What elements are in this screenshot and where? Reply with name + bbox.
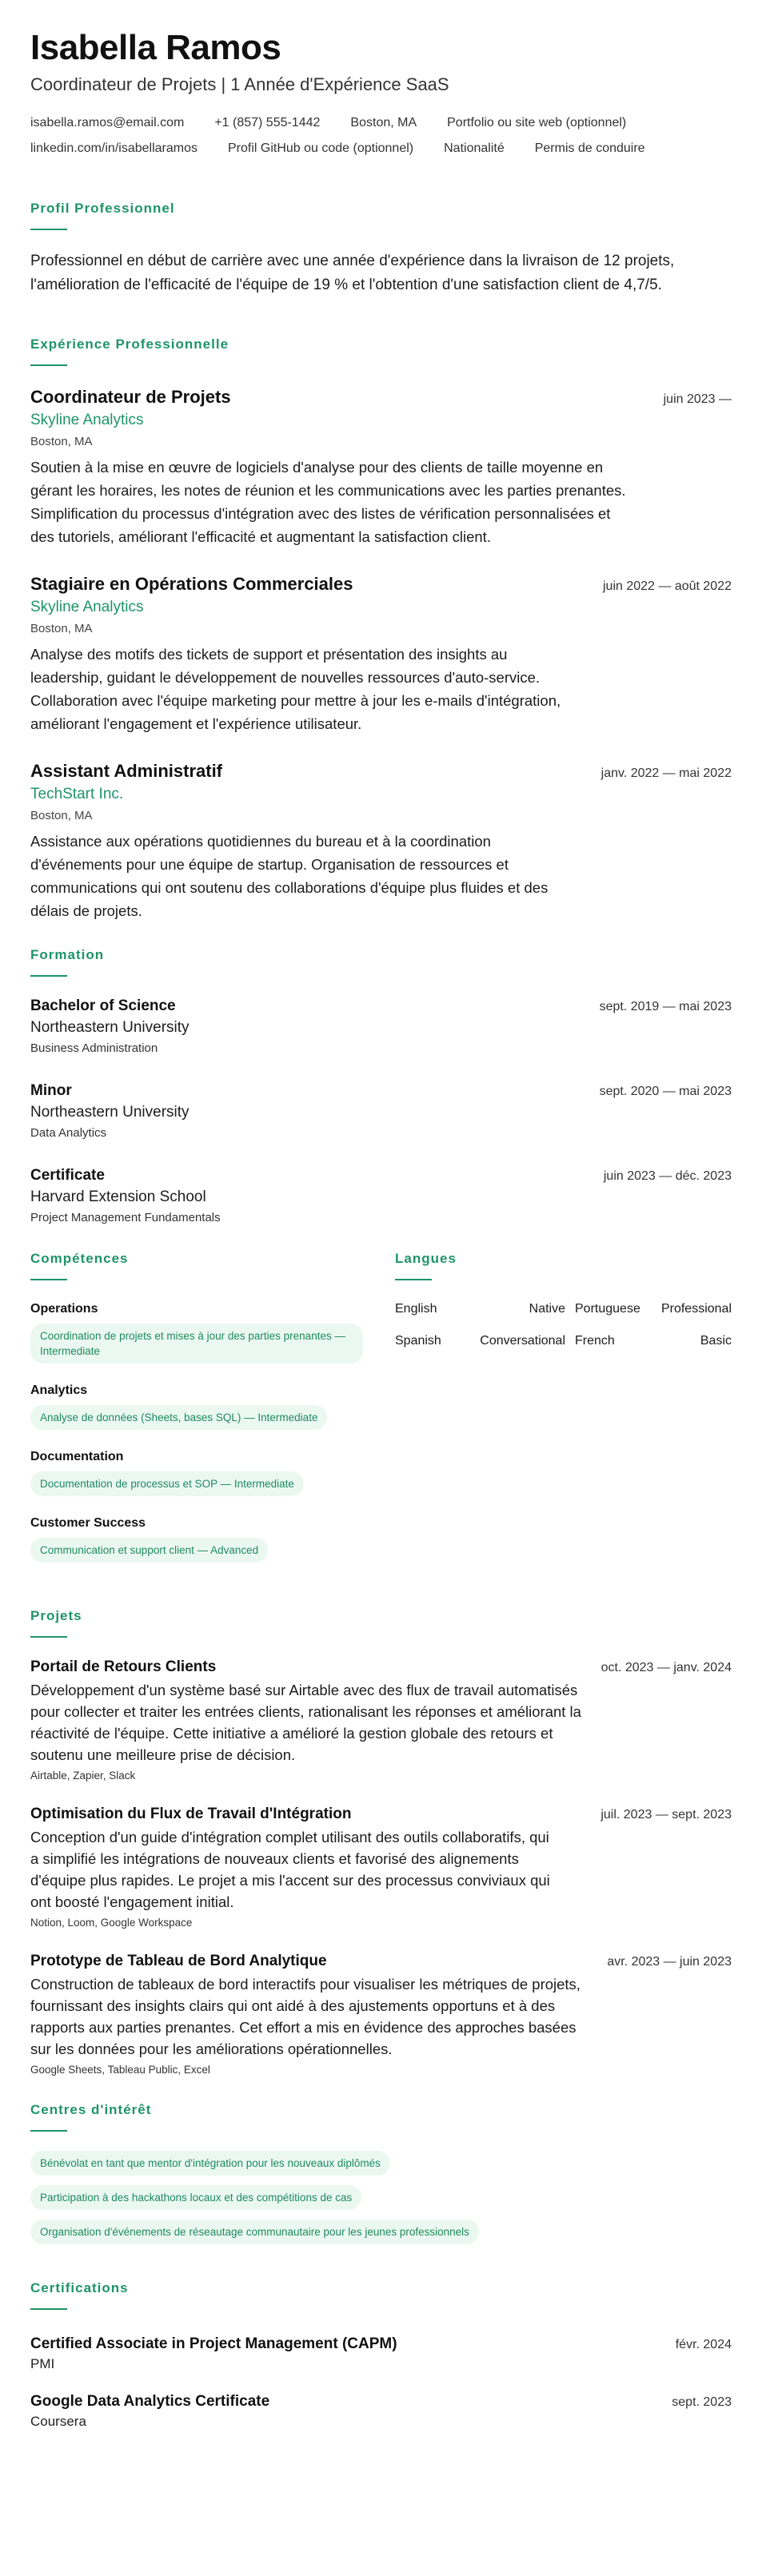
job-description: Analyse des motifs des tickets de support et présentation des insights au leadership, guidant le développement de nouvelles ressources d'auto-service. Collaboration avec l'équipe marketing pour mettre à jour les e-mails d'intégration, améliorant l'engagement et l'expérience utilisateur. <box>30 646 561 732</box>
contact-email[interactable]: isabella.ramos@email.com <box>30 116 185 129</box>
job-location: Boston, MA <box>30 809 93 822</box>
job-description: Assistance aux opérations quotidiennes du bureau et à la coordination d'événements pour une équipe de startup. Organisation de ressources et communications qui ont soutenu des collaborations d'équipe plus fluides et des délais de projets. <box>30 833 549 919</box>
skill-category: Documentation <box>30 1450 124 1463</box>
section-divider <box>30 1279 67 1280</box>
project-description: Construction de tableaux de bord interactifs pour visualiser les métriques de projets, fournissant des insights clairs qui ont aidé à des ajustements opportuns et à des rapports aux parties prenantes. Cet effort a mis en évidence des approches basées sur les données pour les améliorations opérationnelles. <box>30 1976 580 2057</box>
certification-issuer: PMI <box>30 2356 55 2371</box>
school-name: Harvard Extension School <box>30 1188 206 1205</box>
contact-portfolio[interactable]: Portfolio ou site web (optionnel) <box>447 116 627 129</box>
certification-item <box>30 2334 732 2374</box>
skill-category: Customer Success <box>30 1516 146 1530</box>
language-row <box>395 1332 732 1351</box>
skill-group <box>30 1300 363 1364</box>
education-item <box>30 1081 732 1143</box>
education-section <box>30 946 732 1228</box>
project-name: Optimisation du Flux de Travail d'Intégration <box>30 1806 352 1822</box>
certification-item <box>30 2391 732 2431</box>
degree-name: Bachelor of Science <box>30 997 176 1014</box>
job-title: Assistant Administratif <box>30 761 223 781</box>
section-title: Centres d'intérêt <box>30 2102 152 2117</box>
field-of-study: Project Management Fundamentals <box>30 1211 221 1224</box>
company-name: Skyline Analytics <box>30 412 144 428</box>
interest-chip: Bénévolat en tant que mentor d'intégration pour les nouveaux diplômés <box>30 2151 390 2176</box>
experience-section <box>30 336 732 922</box>
project-date: oct. 2023 — janv. 2024 <box>600 1661 732 1674</box>
certifications-section <box>30 2279 732 2431</box>
language-name: French <box>575 1334 615 1348</box>
project-item <box>30 1657 732 1785</box>
languages-section <box>395 1250 732 1580</box>
job-description: Soutien à la mise en œuvre de logiciels d'analyse pour des clients de taille moyenne en gérant les horaires, les notes de réunion et les communications avec les parties prenantes. Simplification du processus d'intégration avec des listes de vérification personnalisées et des tutoriels, améliorant l'efficacité et augmentant la satisfaction client. <box>30 459 626 545</box>
project-tools: Notion, Loom, Google Workspace <box>30 1917 193 1929</box>
section-title: Projets <box>30 1608 82 1623</box>
project-name: Portail de Retours Clients <box>30 1658 217 1675</box>
certification-issuer: Coursera <box>30 2414 86 2429</box>
summary-text: Professionnel en début de carrière avec une année d'expérience dans la livraison de 12 projets, l'amélioration de l'efficacité de l'équipe de 19 % et l'obtention d'une satisfaction client de 4,7/5. <box>30 253 675 293</box>
certification-date: sept. 2023 <box>672 2395 732 2409</box>
interests-section <box>30 2101 732 2254</box>
education-item <box>30 996 732 1058</box>
degree-name: Minor <box>30 1082 72 1099</box>
company-name: Skyline Analytics <box>30 599 144 615</box>
skill-group <box>30 1381 363 1430</box>
project-description: Développement d'un système basé sur Airtable avec des flux de travail automatisés pour collecter et traiter les entrées clients, rationalisant les réponses et améliorant la réactivité de l'équipe. Cette initiative a amélioré la gestion globale des retours et soutenu une meilleure prise de décision. <box>30 1682 581 1763</box>
skill-category: Operations <box>30 1302 98 1316</box>
certification-name: Google Data Analytics Certificate <box>30 2393 270 2410</box>
contact-phone[interactable]: +1 (857) 555-1442 <box>214 116 321 129</box>
section-divider <box>30 1636 67 1638</box>
skill-chip: Analyse de données (Sheets, bases SQL) — Intermediate <box>30 1405 327 1430</box>
skills-section <box>30 1250 363 1580</box>
education-date: sept. 2019 — mai 2023 <box>599 1000 732 1013</box>
contact-github[interactable]: Profil GitHub ou code (optionnel) <box>227 141 414 155</box>
job-title: Coordinateur de Projets <box>30 387 231 407</box>
contact-license: Permis de conduire <box>534 141 645 155</box>
section-title: Expérience Professionnelle <box>30 336 229 352</box>
certification-date: févr. 2024 <box>675 2338 732 2351</box>
section-title: Certifications <box>30 2280 129 2295</box>
company-name: TechStart Inc. <box>30 786 124 802</box>
candidate-name: Isabella Ramos <box>30 28 281 67</box>
project-date: avr. 2023 — juin 2023 <box>607 1955 732 1969</box>
job-date: juin 2022 — août 2022 <box>602 579 732 593</box>
project-date: juil. 2023 — sept. 2023 <box>600 1808 732 1822</box>
project-description: Conception d'un guide d'intégration complet utilisant des outils collaboratifs, qui a simplifié les intégrations de nouveaux clients et favorisé des alignements d'équipe plus rapides. Le projet a mis l'accent sur des processus conviviaux qui ont boosté l'engagement initial. <box>30 1829 550 1910</box>
skill-group <box>30 1514 363 1563</box>
language-name: Spanish <box>395 1334 441 1348</box>
section-divider <box>30 2308 67 2310</box>
certification-name: Certified Associate in Project Management (CAPM) <box>30 2335 397 2352</box>
contact-info <box>30 110 732 136</box>
resume-header <box>30 27 732 161</box>
interests-list <box>30 2151 732 2254</box>
project-item <box>30 1951 732 2079</box>
education-date: sept. 2020 — mai 2023 <box>599 1085 732 1098</box>
project-name: Prototype de Tableau de Bord Analytique <box>30 1953 327 1969</box>
skill-chip: Coordination de projets et mises à jour des parties prenantes — Intermediate <box>30 1324 363 1364</box>
education-item <box>30 1165 732 1228</box>
project-tools: Airtable, Zapier, Slack <box>30 1770 136 1782</box>
degree-name: Certificate <box>30 1167 105 1184</box>
section-title: Compétences <box>30 1251 129 1266</box>
education-date: juin 2023 — déc. 2023 <box>603 1169 732 1183</box>
language-level: Native <box>529 1302 565 1316</box>
contact-linkedin[interactable]: linkedin.com/in/isabellaramos <box>30 141 197 155</box>
section-title: Langues <box>395 1251 457 1266</box>
interest-chip: Organisation d'événements de réseautage communautaire pour les jeunes professionnels <box>30 2220 479 2244</box>
section-title: Formation <box>30 947 105 962</box>
field-of-study: Business Administration <box>30 1041 158 1055</box>
project-tools: Google Sheets, Tableau Public, Excel <box>30 2064 210 2076</box>
skill-chip: Communication et support client — Advanced <box>30 1538 268 1563</box>
projects-section <box>30 1607 732 2079</box>
summary-section <box>30 200 732 297</box>
candidate-headline: Coordinateur de Projets | 1 Année d'Expérience SaaS <box>30 74 449 94</box>
job-title: Stagiaire en Opérations Commerciales <box>30 574 353 594</box>
language-level: Basic <box>700 1334 732 1348</box>
section-divider <box>30 229 67 230</box>
school-name: Northeastern University <box>30 1104 190 1121</box>
interest-chip: Participation à des hackathons locaux et des compétitions de cas <box>30 2185 361 2210</box>
contact-location: Boston, MA <box>350 116 417 129</box>
job-location: Boston, MA <box>30 435 93 448</box>
field-of-study: Data Analytics <box>30 1126 107 1140</box>
skill-chip: Documentation de processus et SOP — Intermediate <box>30 1471 304 1496</box>
contact-info-secondary <box>30 136 732 161</box>
experience-item <box>30 572 732 735</box>
experience-item <box>30 385 732 548</box>
language-row <box>395 1300 732 1319</box>
project-item <box>30 1804 732 1932</box>
job-date: juin 2023 — <box>663 392 732 406</box>
skill-category: Analytics <box>30 1384 88 1397</box>
school-name: Northeastern University <box>30 1019 190 1036</box>
skill-group <box>30 1447 363 1496</box>
section-divider <box>30 2130 67 2132</box>
experience-item <box>30 759 732 922</box>
section-title: Profil Professionnel <box>30 201 175 216</box>
language-level: Professional <box>660 1302 732 1316</box>
section-divider <box>395 1279 432 1280</box>
contact-nationality: Nationalité <box>444 141 505 155</box>
language-name: Portuguese <box>575 1302 640 1316</box>
skills-languages-row <box>30 1250 732 1580</box>
job-location: Boston, MA <box>30 622 93 635</box>
language-level: Conversational <box>480 1334 565 1348</box>
section-divider <box>30 975 67 977</box>
job-date: janv. 2022 — mai 2022 <box>600 766 732 780</box>
section-divider <box>30 364 67 366</box>
language-name: English <box>395 1302 437 1316</box>
